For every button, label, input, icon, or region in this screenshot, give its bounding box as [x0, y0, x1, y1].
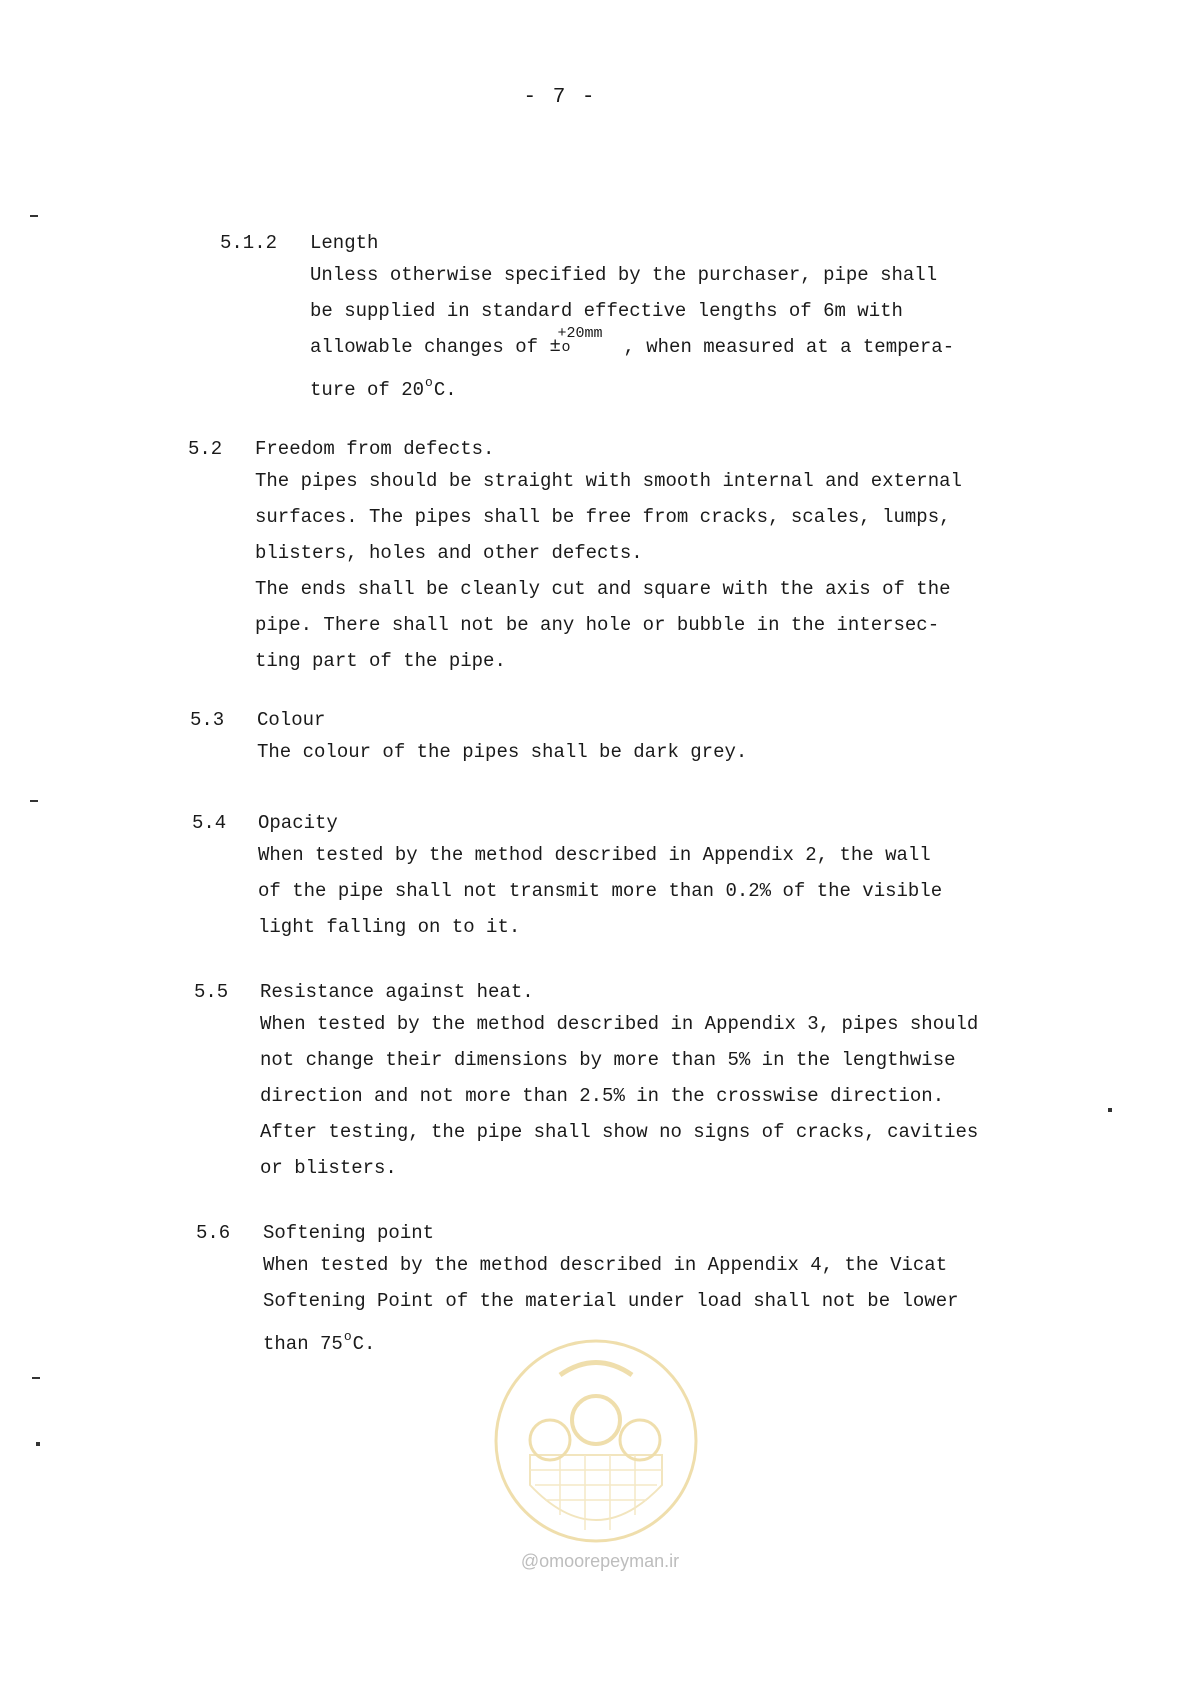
scan-speck — [36, 1442, 40, 1446]
section-number: 5.1.2 — [220, 232, 278, 254]
body-line: Unless otherwise specified by the purchaser, pipe shall — [310, 264, 938, 286]
body-line: When tested by the method described in Appendix 2, the wall — [258, 844, 931, 866]
section-number: 5.6 — [196, 1222, 231, 1244]
section-body — [255, 463, 962, 679]
body-text: , when measured at a tempera- — [623, 336, 955, 358]
body-line: light falling on to it. — [258, 916, 521, 938]
stamp-seal-icon — [490, 1335, 702, 1547]
body-line: After testing, the pipe shall show no signs of cracks, cavities — [260, 1121, 979, 1143]
page-number: - 7 - — [523, 86, 597, 109]
body-line: The colour of the pipes shall be dark grey. — [257, 741, 748, 763]
body-line: not change their dimensions by more than 5% in the lengthwise — [260, 1049, 956, 1071]
watermark-text: @omoorepeyman.ir — [520, 1551, 680, 1571]
section-5-5 — [194, 981, 1074, 1191]
section-title: Colour — [257, 709, 326, 731]
section-title: Freedom from defects. — [255, 438, 495, 460]
section-body — [257, 734, 747, 770]
section-5-4 — [192, 812, 1072, 952]
scan-speck — [1108, 1108, 1112, 1112]
plus-minus-sign: ± — [549, 335, 561, 357]
tolerance-lower: o — [561, 339, 571, 356]
body-line — [310, 325, 955, 365]
body-text: C. — [433, 379, 457, 401]
body-line: The pipes should be straight with smooth internal and external — [255, 470, 962, 492]
body-line — [310, 365, 954, 401]
section-5-2 — [188, 438, 1068, 678]
section-body — [310, 257, 954, 401]
body-line: surfaces. The pipes shall be free from cracks, scales, lumps, — [255, 506, 951, 528]
body-line: pipe. There shall not be any hole or bubble in the intersec- — [255, 614, 940, 636]
body-line: Softening Point of the material under load shall not be lower — [263, 1290, 959, 1312]
section-number: 5.5 — [194, 981, 229, 1003]
section-title: Softening point — [263, 1222, 435, 1244]
body-line: When tested by the method described in Appendix 4, the Vicat — [263, 1254, 948, 1276]
body-text: ture of 20 — [310, 379, 425, 401]
section-title: Resistance against heat. — [260, 981, 534, 1003]
body-line: ting part of the pipe. — [255, 650, 506, 672]
degree-symbol: o — [425, 375, 433, 390]
scan-speck — [30, 800, 38, 802]
tolerance-value — [549, 325, 623, 357]
degree-symbol: o — [343, 1329, 352, 1344]
body-line: or blisters. — [260, 1157, 397, 1179]
section-title: Length — [310, 232, 379, 254]
section-5-3 — [190, 709, 1070, 779]
section-number: 5.2 — [188, 438, 223, 460]
body-text: allowable changes of — [310, 336, 539, 358]
body-text: C. — [352, 1333, 376, 1355]
body-line: be supplied in standard effective lengths of 6m with — [310, 300, 903, 322]
section-body — [260, 1006, 978, 1186]
body-line: The ends shall be cleanly cut and square with the axis of the — [255, 578, 951, 600]
body-line: direction and not more than 2.5% in the crosswise direction. — [260, 1085, 945, 1107]
body-line: When tested by the method described in Appendix 3, pipes should — [260, 1013, 979, 1035]
tolerance-upper: +20mm — [557, 325, 603, 342]
scan-speck — [32, 1377, 40, 1379]
section-title: Opacity — [258, 812, 338, 834]
body-line: blisters, holes and other defects. — [255, 542, 643, 564]
body-line: of the pipe shall not transmit more than 0.2% of the visible — [258, 880, 943, 902]
body-text: than 75 — [263, 1333, 343, 1355]
section-body — [258, 837, 942, 945]
section-number: 5.3 — [190, 709, 225, 731]
section-5-1-2 — [220, 232, 1020, 402]
section-number: 5.4 — [192, 812, 227, 834]
scan-speck — [30, 215, 38, 217]
